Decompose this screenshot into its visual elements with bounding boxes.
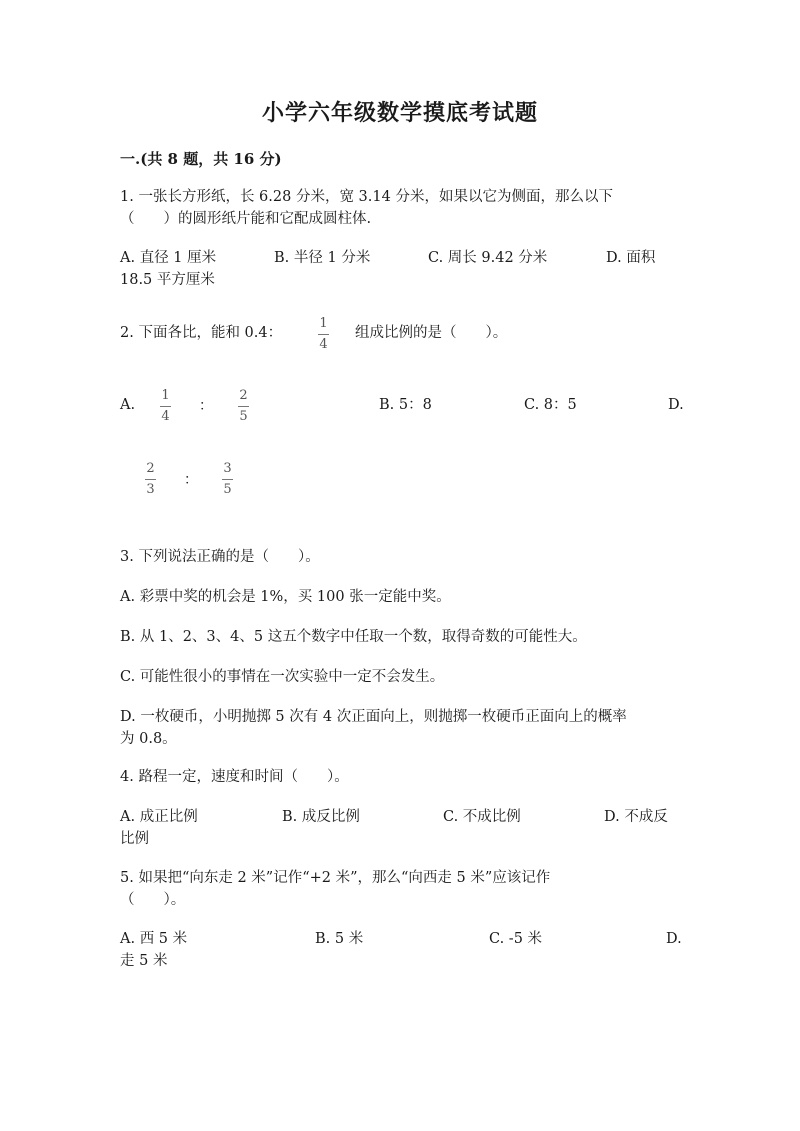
fraction-bar [238, 406, 249, 407]
page-title: 小学六年级数学摸底考试题 [261, 100, 538, 126]
q5-option-a: A. 西 5 米 [120, 931, 188, 947]
q2-option-a-label: A. [120, 397, 136, 413]
q2-option-d-colon: ： [184, 472, 198, 488]
q2-stem-before: 2. 下面各比，能和 0.4： [120, 325, 283, 341]
q3-option-b: B. 从 1、2、3、4、5 这五个数字中任取一个数，取得奇数的可能性大。 [120, 629, 587, 645]
q4-option-a: A. 成正比例 [120, 809, 198, 825]
q5-option-b: B. 5 米 [315, 931, 364, 947]
q3-option-a: A. 彩票中奖的机会是 1%，买 100 张一定能中奖。 [120, 589, 451, 605]
q2-option-d-fraction-2 [222, 462, 233, 497]
fraction-denominator: 3 [146, 482, 155, 497]
fraction-bar [160, 406, 171, 407]
section-heading: 一.(共 8 题，共 16 分) [120, 150, 282, 168]
q3-option-d-line2: 为 0.8。 [120, 731, 177, 747]
q5-option-d-continued: 走 5 米 [120, 953, 168, 969]
q2-stem-after: 组成比例的是（ ）。 [355, 325, 508, 341]
q5-option-c: C. -5 米 [489, 931, 543, 947]
q1-option-c: C. 周长 9.42 分米 [428, 250, 548, 266]
q5-stem-line1: 5. 如果把“向东走 2 米”记作“+2 米”，那么“向西走 5 米”应该记作 [120, 870, 551, 886]
q3-option-d-line1: D. 一枚硬币，小明抛掷 5 次有 4 次正面向上，则抛掷一枚硬币正面向上的概率 [120, 709, 627, 725]
fraction-numerator: 2 [239, 388, 248, 403]
q4-option-d-continued: 比例 [120, 831, 149, 847]
q4-option-b: B. 成反比例 [282, 809, 360, 825]
q2-option-a-fraction-1 [160, 389, 171, 424]
q4-option-c: C. 不成比例 [443, 809, 521, 825]
q2-option-d-label: D. [668, 397, 684, 413]
q1-stem-line2: （ ）的圆形纸片能和它配成圆柱体. [120, 211, 372, 227]
q4-option-d: D. 不成反 [604, 809, 668, 825]
q2-stem-fraction [318, 317, 329, 352]
fraction-bar [222, 479, 233, 480]
q2-option-c: C. 8：5 [524, 397, 577, 413]
q1-option-a: A. 直径 1 厘米 [120, 250, 217, 266]
fraction-numerator: 3 [223, 461, 232, 476]
q3-stem: 3. 下列说法正确的是（ ）。 [120, 549, 320, 565]
q1-option-d: D. 面积 [606, 250, 656, 266]
q5-option-d: D. [666, 931, 682, 947]
fraction-denominator: 5 [223, 482, 232, 497]
fraction-denominator: 4 [161, 409, 170, 424]
q4-stem: 4. 路程一定，速度和时间（ ）。 [120, 769, 349, 785]
fraction-numerator: 1 [161, 388, 170, 403]
fraction-bar [318, 334, 329, 335]
q3-option-c: C. 可能性很小的事情在一次实验中一定不会发生。 [120, 669, 445, 685]
fraction-denominator: 5 [239, 409, 248, 424]
fraction-numerator: 2 [146, 461, 155, 476]
q2-option-a-fraction-2 [238, 389, 249, 424]
q5-stem-line2: （ ）。 [120, 892, 186, 908]
fraction-denominator: 4 [319, 337, 328, 352]
q2-option-a-colon: ： [199, 398, 213, 414]
q1-option-b: B. 半径 1 分米 [274, 250, 371, 266]
q1-stem-line1: 1. 一张长方形纸，长 6.28 分米，宽 3.14 分米，如果以它为侧面，那么以下 [120, 189, 613, 205]
fraction-numerator: 1 [319, 316, 328, 331]
q1-option-d-continued: 18.5 平方厘米 [120, 272, 215, 288]
q2-option-b: B. 5：8 [379, 397, 432, 413]
q2-option-d-fraction-1 [145, 462, 156, 497]
fraction-bar [145, 479, 156, 480]
